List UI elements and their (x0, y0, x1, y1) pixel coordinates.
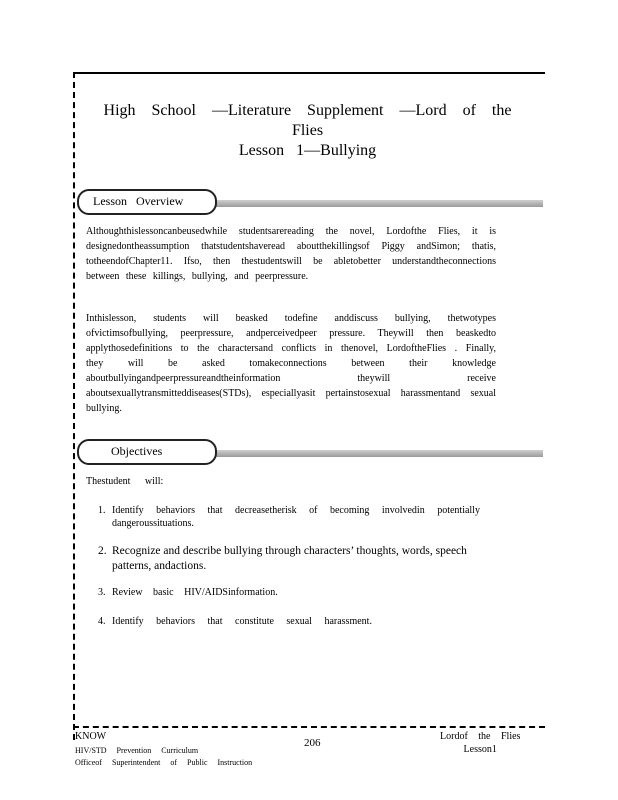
objective-text: Review basic HIV/AIDSinformation. (112, 587, 278, 598)
bottom-dashed-border (73, 726, 545, 728)
top-border (73, 72, 545, 74)
section-bar (207, 200, 543, 207)
footer-left-curriculum: HIV/STD Prevention Curriculum (75, 746, 199, 755)
left-dashed-border (73, 72, 75, 740)
overview-paragraph-2: Inthislesson, students will beasked todefine anddiscuss bullying, thetwotypes ofvictimsofbullying, peerpressure, andperceivedpeer pressure. Theywill then beaskedto applythosedefinitions to the charactersand conflicts in thenovel, LordoftheFlies . Finally, they will be asked tomakeconnections between their knowledge aboutbullyingandpeerpressureandtheinformation theywill receive aboutsexuallytransmitteddiseases(STDs), especiallyasit pertainstosexual harassmentand sexual bullying. (86, 313, 496, 414)
section-bar (207, 450, 543, 457)
objectives-list (98, 504, 498, 628)
section-pill (77, 439, 217, 465)
footer-right-title: Lordof the Flies (440, 731, 521, 742)
document-title (80, 101, 535, 161)
title-line-2: Lesson 1—Bullying (238, 142, 377, 159)
footer-right-lesson: Lesson1 (463, 744, 497, 755)
objectives-lead: Thestudent will: (86, 476, 164, 487)
section-pill (77, 189, 217, 215)
objective-number: 2. (98, 545, 107, 557)
section-header-overview (77, 189, 543, 215)
objective-item (98, 544, 498, 574)
objective-item (98, 615, 498, 628)
objective-text: Recognize and describe bullying through characters’ thoughts, words, speech patterns, andactions. (112, 545, 467, 572)
title-line-1: High School —Literature Supplement —Lord of the Flies (103, 102, 512, 139)
objective-number: 1. (98, 505, 106, 516)
objective-text: Identify behaviors that constitute sexual harassment. (112, 616, 372, 627)
objective-item (98, 504, 498, 530)
objective-number: 4. (98, 616, 106, 627)
section-heading: Lesson Overview (93, 194, 184, 208)
footer-left-office: Officeof Superintendent of Public Instruction (75, 758, 253, 767)
page-number: 206 (304, 737, 321, 749)
objective-item (98, 586, 498, 599)
overview-paragraph-1: Althoughthislessoncanbeusedwhile studentsarereading the novel, Lordofthe Flies, it is designedontheassumption thatstudentshaveread aboutthekillingsof Piggy andSimon; thatis, totheendofChapter11. Ifso, then thestudentswill be abletobetter understandtheconnections between these killings, bullying, and peerpressure. (86, 226, 496, 282)
footer-right (440, 730, 520, 756)
section-header-objectives (77, 439, 543, 465)
section-heading: Objectives (111, 444, 163, 458)
footer-left-title: KNOW (75, 731, 107, 742)
objective-text: Identify behaviors that decreasetherisk of becoming involvedin potentially dangeroussituations. (112, 505, 480, 529)
objective-number: 3. (98, 587, 106, 598)
